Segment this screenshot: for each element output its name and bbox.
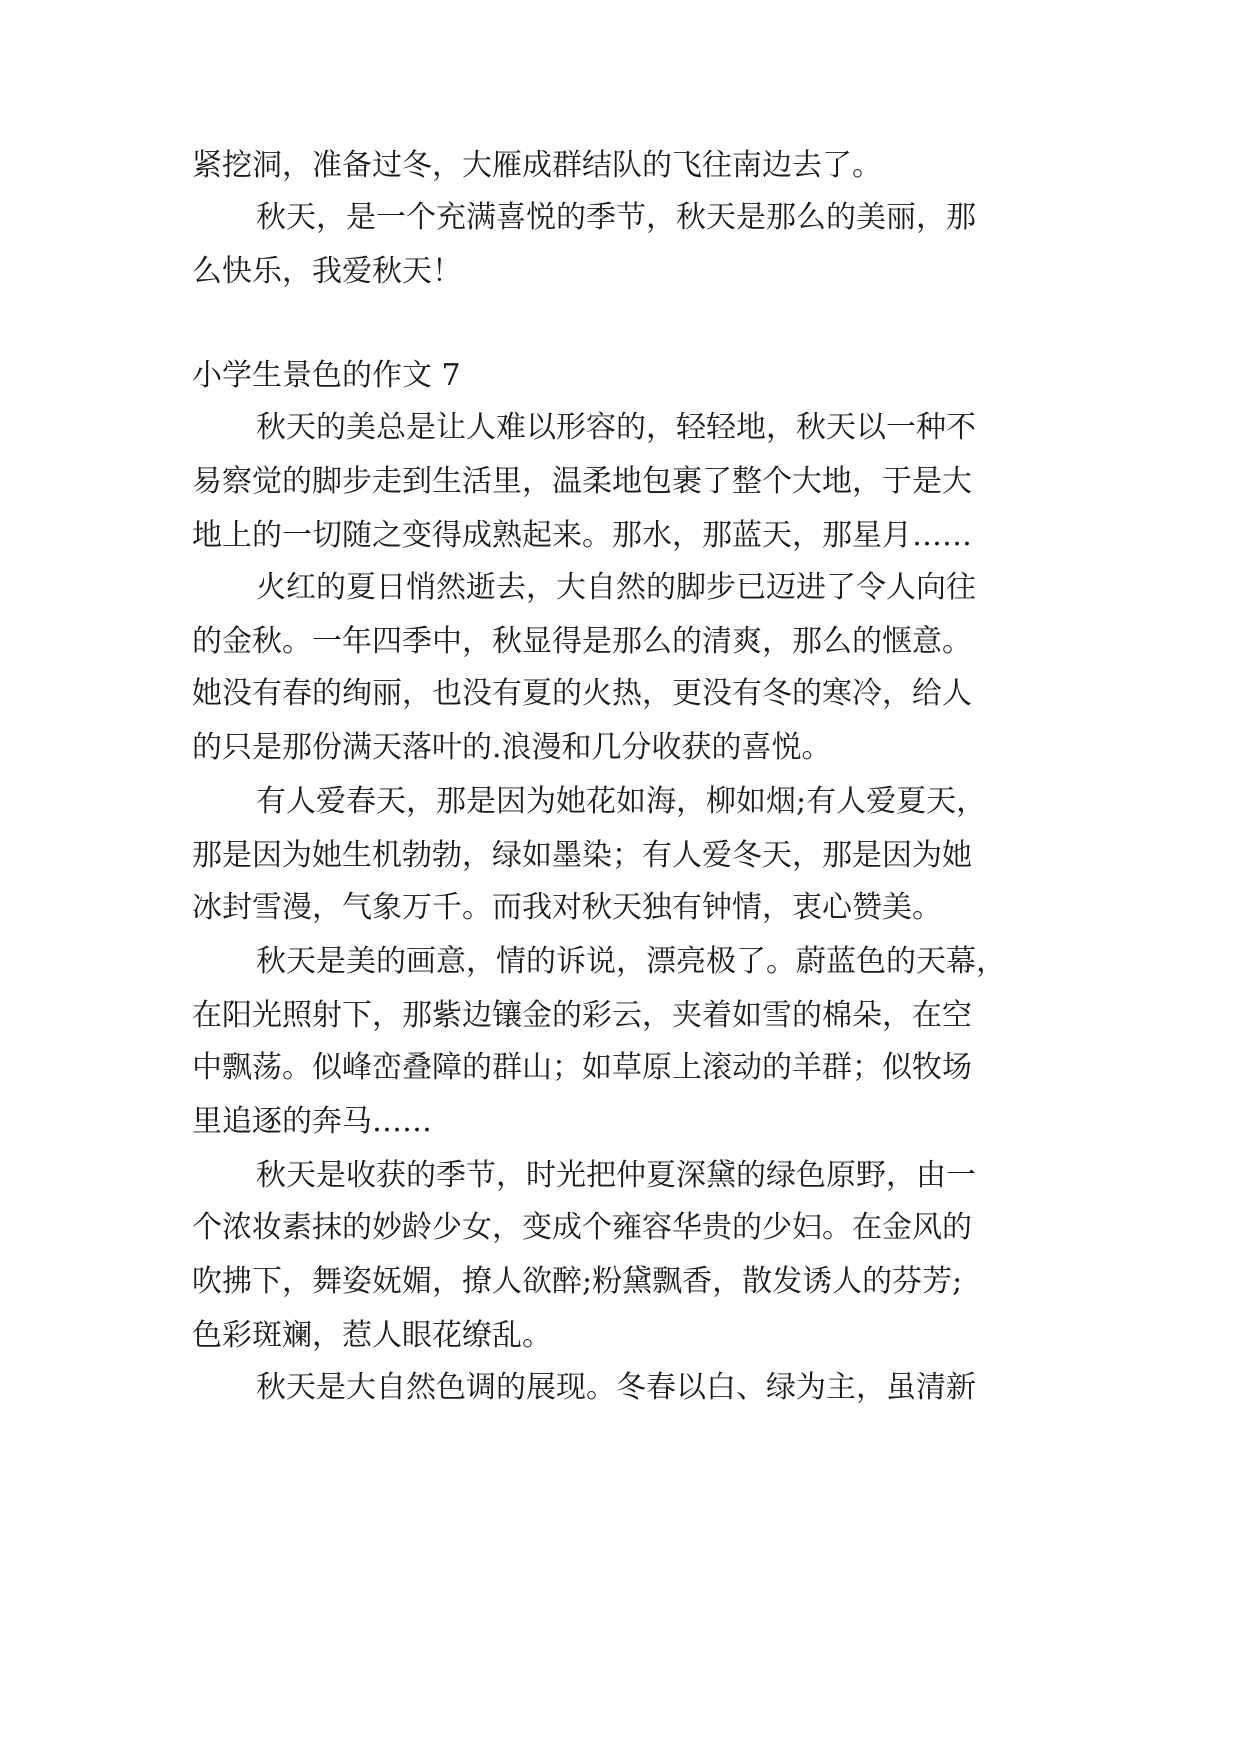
paragraph-start-line: 秋天是大自然色调的展现。冬春以白、绿为主，虽清新: [256, 1370, 976, 1405]
paragraph-start-line: 火红的夏日悄然逝去，大自然的脚步已迈进了令人向往: [256, 570, 976, 605]
text-line: 吹拂下，舞姿妩媚，撩人欲醉;粉黛飘香，散发诱人的芬芳;: [192, 1264, 963, 1299]
paragraph-start-line: 秋天是美的画意，情的诉说，漂亮极了。蔚蓝色的天幕，: [256, 944, 1006, 979]
paragraph-start-line: 秋天，是一个充满喜悦的季节，秋天是那么的美丽，那: [256, 200, 976, 235]
text-line: 那是因为她生机勃勃，绿如墨染；有人爱冬天，那是因为她: [192, 838, 972, 873]
text-line: 在阳光照射下，那紫边镶金的彩云，夹着如雪的棉朵，在空: [192, 998, 972, 1033]
text-line: 个浓妆素抹的妙龄少女，变成个雍容华贵的少妇。在金风的: [192, 1210, 972, 1245]
text-line: 的金秋。一年四季中，秋显得是那么的清爽，那么的惬意。: [192, 624, 972, 659]
text-line: 色彩斑斓，惹人眼花缭乱。: [192, 1318, 552, 1353]
text-line: 冰封雪漫，气象万千。而我对秋天独有钟情，衷心赞美。: [192, 890, 942, 925]
text-line: 中飘荡。似峰峦叠障的群山；如草原上滚动的羊群；似牧场: [192, 1050, 972, 1085]
text-line: 么快乐，我爱秋天！: [192, 254, 462, 289]
paragraph-start-line: 秋天是收获的季节，时光把仲夏深黛的绿色原野，由一: [256, 1158, 976, 1193]
text-line: 地上的一切随之变得成熟起来。那水，那蓝天，那星月……: [192, 518, 972, 553]
text-line: 她没有春的绚丽，也没有夏的火热，更没有冬的寒冷，给人: [192, 676, 972, 711]
paragraph-start-line: 秋天的美总是让人难以形容的，轻轻地，秋天以一种不: [256, 410, 976, 445]
essay-heading: 小学生景色的作文 7: [192, 358, 461, 393]
text-line: 紧挖洞，准备过冬，大雁成群结队的飞往南边去了。: [192, 148, 882, 183]
text-line: 里追逐的奔马……: [192, 1104, 432, 1139]
text-line: 的只是那份满天落叶的.浪漫和几分收获的喜悦。: [192, 730, 832, 765]
paragraph-start-line: 有人爱春天，那是因为她花如海，柳如烟;有人爱夏天，: [256, 784, 987, 819]
text-line: 易察觉的脚步走到生活里，温柔地包裹了整个大地，于是大: [192, 464, 972, 499]
